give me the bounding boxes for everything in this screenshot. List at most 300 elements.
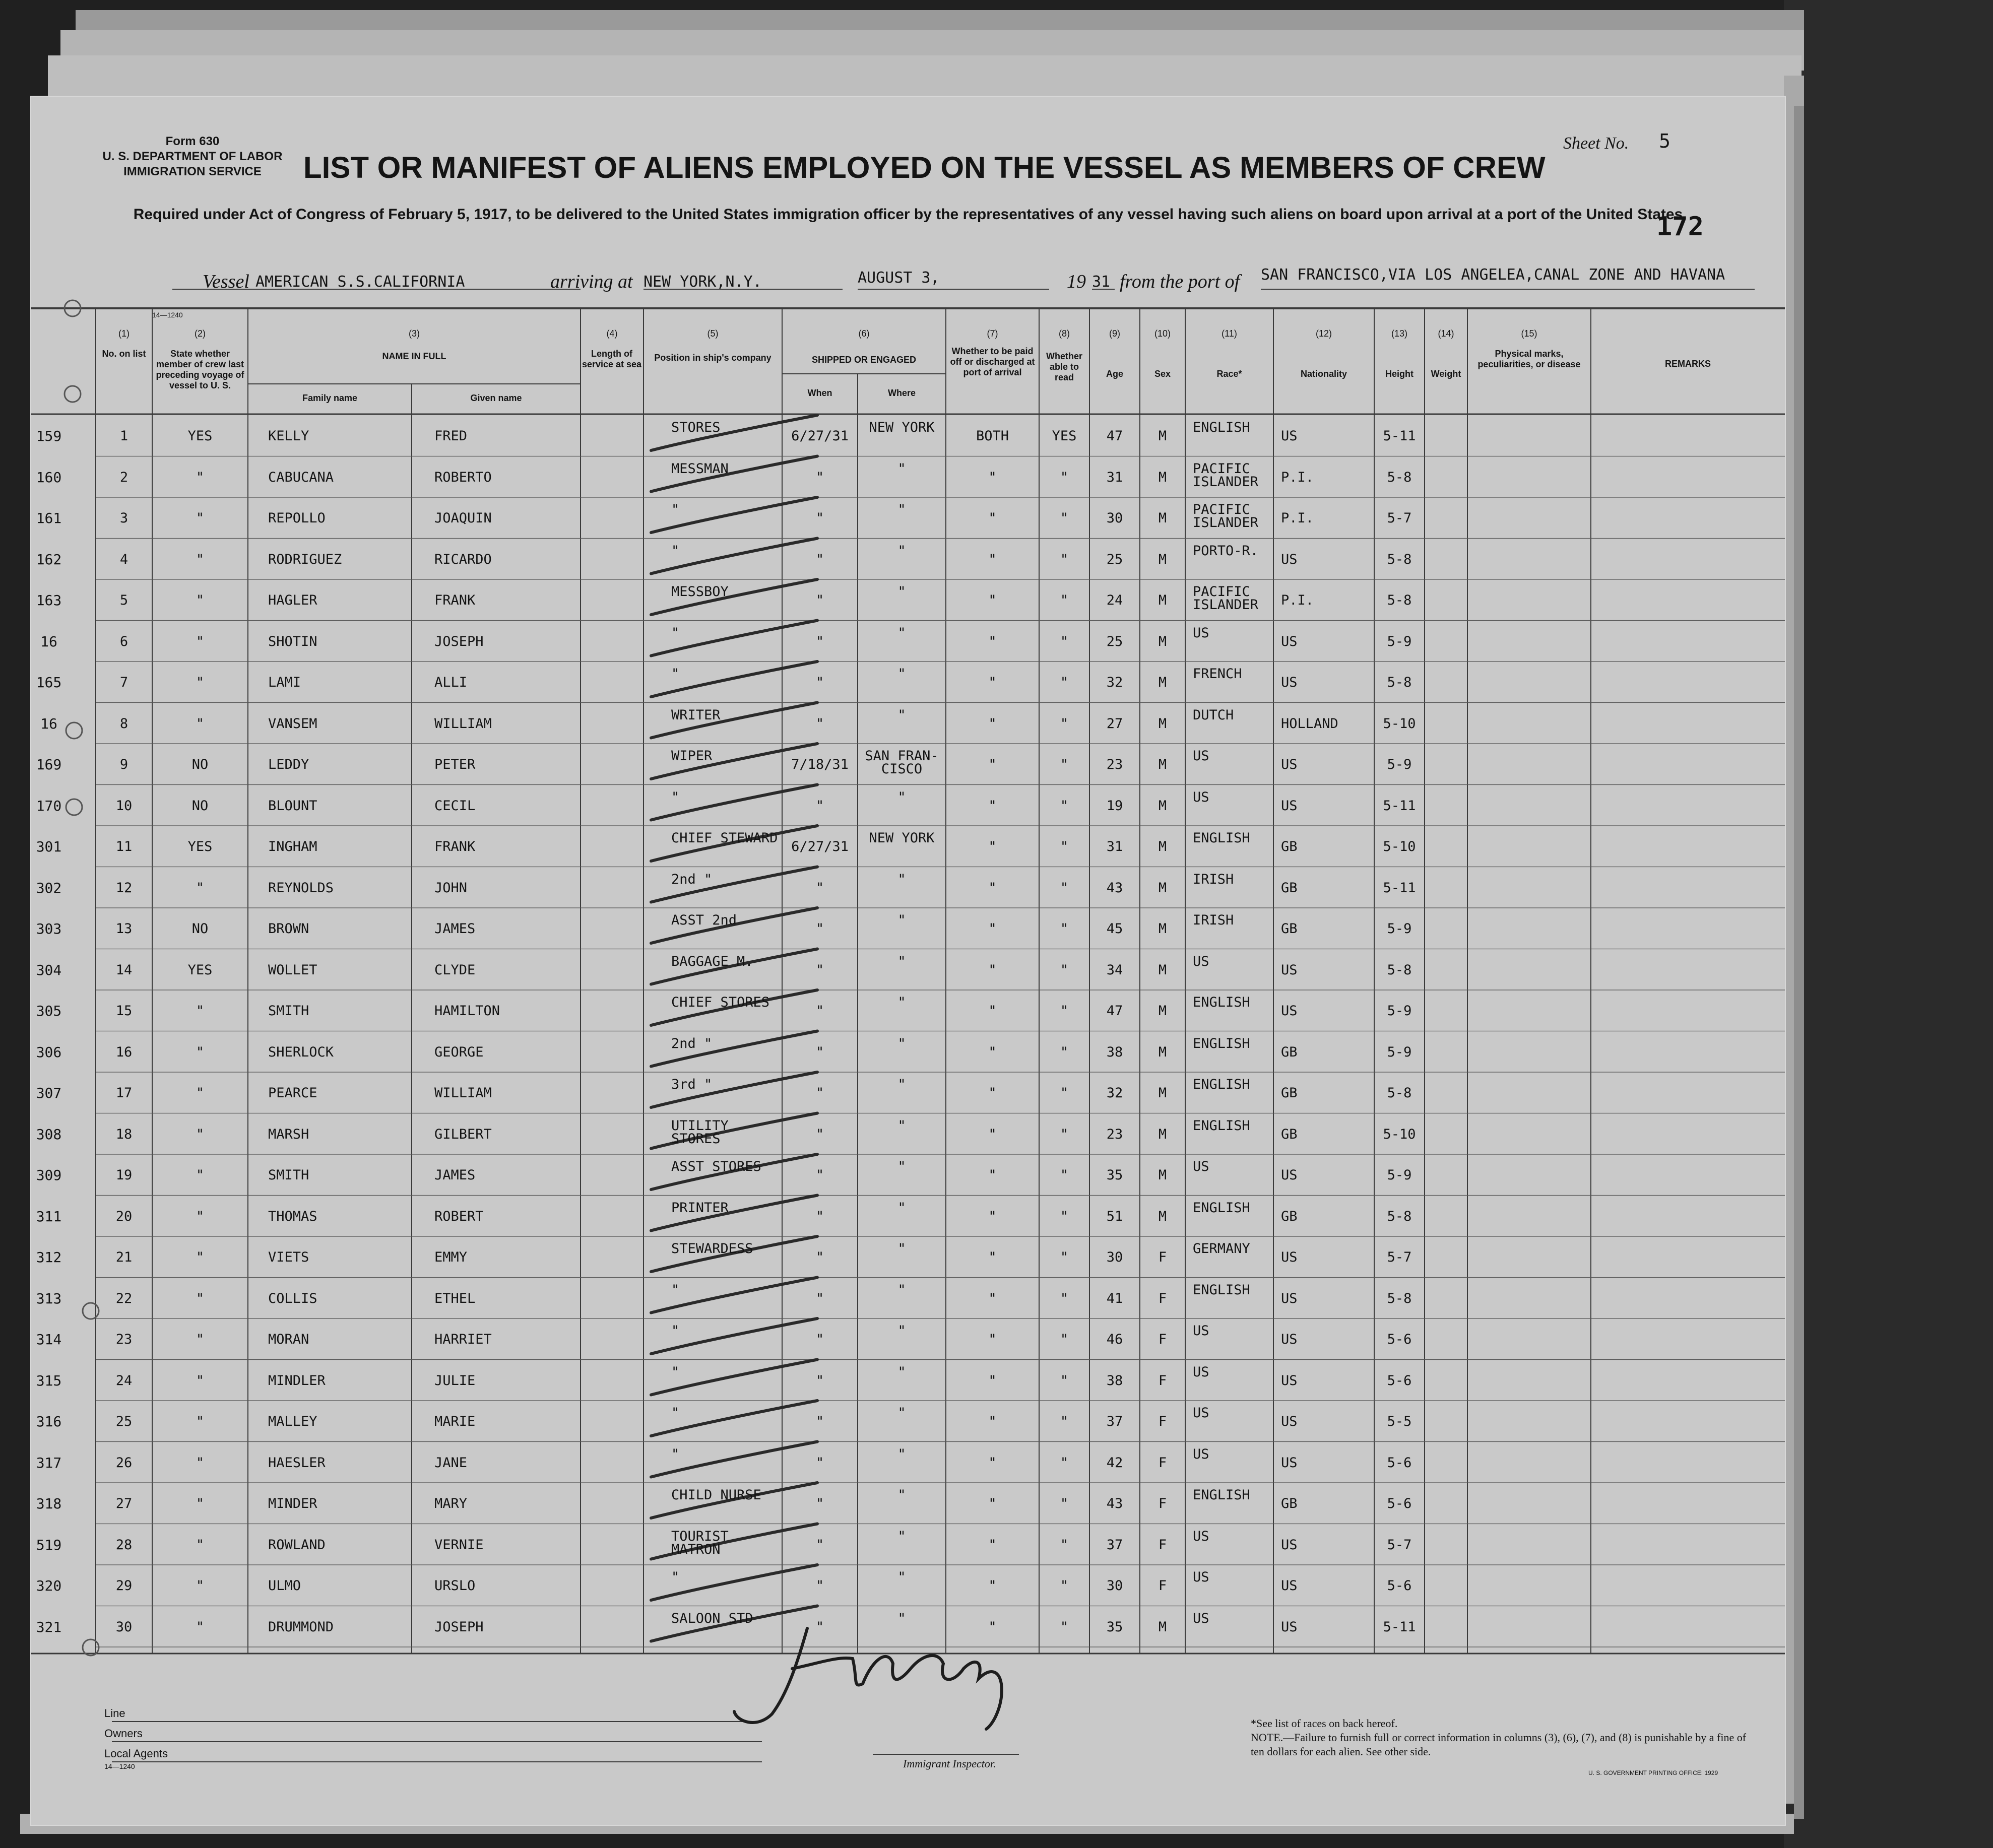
row-position: SALOON STD [671, 1610, 753, 1626]
row-sex: F [1158, 1496, 1167, 1511]
row-race: FRENCH [1193, 666, 1242, 682]
row-sex: M [1158, 921, 1167, 937]
row-list-number: 28 [115, 1537, 133, 1553]
row-paid-off: " [988, 1208, 997, 1224]
row-previous-voyage: " [196, 1044, 205, 1060]
local-agents-label: Local Agents [104, 1747, 168, 1760]
row-given-name: JOSEPH [434, 633, 484, 649]
row-sex: M [1158, 1003, 1167, 1019]
row-height: 5-9 [1387, 1044, 1412, 1060]
row-list-number: 21 [115, 1249, 133, 1265]
row-given-name: HAMILTON [434, 1003, 500, 1019]
row-age: 43 [1106, 1496, 1123, 1511]
row-paid-off: " [988, 921, 997, 937]
col-head-when: When [807, 388, 832, 398]
row-given-name: MARIE [434, 1414, 476, 1429]
col-head-shipped: SHIPPED OR ENGAGED [811, 355, 917, 365]
row-position: " [671, 1282, 680, 1298]
row-given-name: JANE [434, 1455, 468, 1471]
row-paid-off: " [988, 551, 997, 567]
row-paid-off: " [988, 798, 997, 814]
row-paid-off: " [988, 1619, 997, 1635]
row-paid-off: " [988, 880, 997, 896]
row-height: 5-10 [1383, 1126, 1416, 1142]
row-nationality: GB [1281, 1496, 1298, 1511]
row-race: US [1193, 1364, 1209, 1380]
row-nationality: US [1281, 633, 1298, 649]
row-family-name: ROWLAND [268, 1537, 326, 1553]
row-family-name: WOLLET [268, 962, 317, 978]
row-previous-voyage: NO [191, 921, 209, 937]
row-position: " [671, 1323, 680, 1339]
row-position: " [671, 789, 680, 805]
row-shipped-where: " [897, 1528, 906, 1544]
row-race: US [1193, 1159, 1209, 1174]
row-given-name: FRANK [434, 839, 476, 854]
row-sex: M [1158, 551, 1167, 567]
row-race: IRISH [1193, 871, 1234, 887]
row-previous-voyage: " [196, 1455, 205, 1471]
row-family-name: LEDDY [268, 757, 309, 772]
row-ref-number: 314 [36, 1331, 62, 1348]
row-position: ASST 2nd [671, 912, 737, 928]
row-age: 46 [1106, 1332, 1123, 1347]
row-sex: M [1158, 675, 1167, 690]
arrival-year: 31 [1092, 273, 1111, 291]
row-list-number: 22 [115, 1290, 133, 1306]
row-family-name: SHOTIN [268, 633, 317, 649]
row-list-number: 4 [119, 551, 128, 567]
row-previous-voyage: " [196, 675, 205, 690]
row-race: US [1193, 953, 1209, 969]
row-list-number: 9 [119, 757, 128, 772]
row-height: 5-9 [1387, 757, 1412, 772]
arriving-label: arriving at [550, 271, 633, 292]
row-height: 5-9 [1387, 1003, 1412, 1019]
row-shipped-when: " [815, 921, 824, 937]
row-age: 23 [1106, 1126, 1123, 1142]
row-given-name: PETER [434, 757, 476, 772]
row-previous-voyage: " [196, 1085, 205, 1101]
row-position: ASST STORES [671, 1159, 761, 1174]
row-able-to-read: " [1060, 798, 1069, 814]
row-list-number: 2 [119, 469, 128, 485]
row-family-name: SMITH [268, 1167, 309, 1183]
row-able-to-read: " [1060, 1414, 1069, 1429]
row-shipped-when: " [815, 1290, 824, 1306]
row-paid-off: " [988, 592, 997, 608]
row-paid-off: " [988, 1249, 997, 1265]
row-shipped-when: " [815, 1372, 824, 1389]
row-age: 30 [1106, 510, 1123, 526]
row-previous-voyage: " [196, 1537, 205, 1553]
row-given-name: WILLIAM [434, 715, 492, 732]
row-given-name: RICARDO [434, 551, 492, 567]
row-list-number: 20 [115, 1208, 133, 1224]
row-age: 47 [1106, 428, 1123, 444]
print-code: 14—1240 [152, 311, 183, 319]
row-able-to-read: " [1060, 1208, 1069, 1224]
row-list-number: 19 [115, 1167, 133, 1183]
row-previous-voyage: " [196, 1003, 205, 1019]
row-sex: M [1158, 592, 1167, 608]
row-family-name: THOMAS [268, 1208, 317, 1224]
row-nationality: US [1281, 1414, 1298, 1429]
row-shipped-when: " [815, 1496, 824, 1511]
row-shipped-where: " [897, 1405, 906, 1421]
col-num-7: (7) [987, 328, 998, 339]
row-family-name: BROWN [268, 921, 309, 937]
row-previous-voyage: " [196, 1414, 205, 1429]
row-position: STORES [671, 420, 721, 435]
col-num-5: (5) [707, 328, 719, 339]
row-age: 30 [1106, 1578, 1123, 1594]
row-shipped-when: " [815, 880, 824, 896]
row-previous-voyage: " [196, 1126, 205, 1142]
row-list-number: 15 [115, 1003, 133, 1019]
row-nationality: HOLLAND [1281, 715, 1338, 732]
row-able-to-read: " [1060, 469, 1069, 485]
row-nationality: GB [1281, 839, 1298, 854]
row-able-to-read: " [1060, 1003, 1069, 1019]
row-sex: M [1158, 1619, 1167, 1635]
row-shipped-where: " [897, 666, 906, 682]
row-shipped-where: " [897, 460, 906, 477]
row-nationality: GB [1281, 880, 1298, 896]
row-given-name: JAMES [434, 1167, 476, 1183]
row-position: WIPER [671, 748, 713, 764]
row-given-name: JAMES [434, 921, 476, 937]
row-race: ENGLISH [1193, 420, 1250, 435]
row-able-to-read: " [1060, 962, 1069, 978]
row-list-number: 6 [119, 633, 128, 649]
row-height: 5-8 [1387, 962, 1412, 978]
row-previous-voyage: " [196, 1496, 205, 1511]
row-nationality: US [1281, 1003, 1298, 1019]
row-family-name: REPOLLO [268, 510, 326, 526]
row-able-to-read: " [1060, 1372, 1069, 1389]
manifest-title: LIST OR MANIFEST OF ALIENS EMPLOYED ON THE VESSEL AS MEMBERS OF CREW [303, 151, 1546, 184]
row-list-number: 30 [115, 1619, 133, 1635]
row-given-name: VERNIE [434, 1537, 484, 1553]
row-position: " [671, 543, 680, 559]
col-head-name: NAME IN FULL [382, 351, 446, 361]
row-able-to-read: " [1060, 633, 1069, 649]
arrival-date: AUGUST 3, [858, 269, 940, 287]
row-height: 5-9 [1387, 921, 1412, 937]
row-sex: F [1158, 1249, 1167, 1265]
row-previous-voyage: YES [187, 962, 213, 978]
col-num-11: (11) [1221, 328, 1237, 339]
row-shipped-where: " [897, 1487, 906, 1503]
row-race: ENGLISH [1193, 830, 1250, 846]
row-shipped-where: " [897, 707, 906, 723]
row-shipped-where: NEW YORK [869, 830, 935, 846]
row-nationality: US [1281, 798, 1298, 814]
col-head-where: Where [887, 388, 916, 398]
row-given-name: FRANK [434, 592, 476, 608]
row-nationality: GB [1281, 1126, 1298, 1142]
row-height: 5-6 [1387, 1455, 1412, 1471]
row-ref-number: 308 [36, 1126, 62, 1143]
row-paid-off: " [988, 839, 997, 854]
row-ref-number: 301 [36, 838, 62, 855]
row-age: 27 [1106, 715, 1123, 732]
row-shipped-when: " [815, 962, 824, 978]
row-paid-off: " [988, 1044, 997, 1060]
row-ref-number: 317 [36, 1454, 62, 1471]
row-height: 5-11 [1383, 880, 1416, 896]
row-shipped-where: " [897, 1610, 906, 1626]
row-shipped-where: " [897, 502, 906, 517]
row-ref-number: 303 [36, 920, 62, 937]
row-family-name: SMITH [268, 1003, 309, 1019]
col-head-service-length: Length of service at sea [582, 349, 642, 369]
sheet-number-label: Sheet No. [1563, 134, 1629, 153]
col-head-paid-off: Whether to be paid off or discharged at port of arrival [950, 346, 1035, 377]
row-given-name: HARRIET [434, 1332, 492, 1347]
page-number: 172 [1656, 212, 1704, 242]
row-list-number: 25 [115, 1414, 133, 1429]
row-position: CHILD NURSE [671, 1487, 761, 1503]
row-family-name: INGHAM [268, 839, 317, 854]
row-shipped-when: " [815, 633, 824, 649]
row-able-to-read: " [1060, 1537, 1069, 1553]
row-height: 5-9 [1387, 633, 1412, 649]
row-age: 47 [1106, 1003, 1123, 1019]
row-shipped-when: " [815, 1332, 824, 1347]
row-family-name: HAGLER [268, 592, 317, 608]
row-able-to-read: " [1060, 1578, 1069, 1594]
col-head-family-name: Family name [302, 393, 358, 403]
row-shipped-when: " [815, 1208, 824, 1224]
row-age: 51 [1106, 1208, 1123, 1224]
row-ref-number: 306 [36, 1043, 62, 1061]
row-height: 5-8 [1387, 551, 1412, 567]
col-num-15: (15) [1521, 328, 1537, 339]
row-height: 5-8 [1387, 469, 1412, 485]
row-ref-number: 313 [36, 1290, 62, 1307]
col-head-race: Race* [1216, 369, 1242, 379]
row-paid-off: " [988, 1085, 997, 1101]
row-paid-off: " [988, 1290, 997, 1306]
row-previous-voyage: " [196, 592, 205, 608]
row-sex: M [1158, 1044, 1167, 1060]
row-given-name: JOHN [434, 880, 468, 896]
row-race: GERMANY [1193, 1241, 1250, 1257]
row-previous-voyage: " [196, 715, 205, 732]
row-family-name: ULMO [268, 1578, 301, 1594]
row-shipped-where: NEW YORK [869, 420, 935, 435]
row-able-to-read: " [1060, 1455, 1069, 1471]
row-age: 30 [1106, 1249, 1123, 1265]
row-family-name: COLLIS [268, 1290, 317, 1306]
row-height: 5-8 [1387, 1085, 1412, 1101]
row-position: " [671, 502, 680, 517]
row-ref-number: 318 [36, 1495, 62, 1512]
row-sex: F [1158, 1332, 1167, 1347]
row-paid-off: " [988, 675, 997, 690]
row-list-number: 11 [115, 839, 133, 854]
row-previous-voyage: " [196, 1208, 205, 1224]
row-race: ENGLISH [1193, 1117, 1250, 1134]
row-shipped-where: " [897, 1446, 906, 1462]
row-able-to-read: " [1060, 1290, 1069, 1306]
row-ref-number: 160 [36, 469, 62, 486]
row-height: 5-11 [1383, 798, 1416, 814]
row-height: 5-8 [1387, 592, 1412, 608]
row-previous-voyage: " [196, 880, 205, 896]
row-height: 5-8 [1387, 1290, 1412, 1306]
row-given-name: ETHEL [434, 1290, 476, 1306]
row-height: 5-10 [1383, 839, 1416, 854]
row-shipped-where: " [897, 1364, 906, 1380]
row-ref-number: 16 [40, 715, 57, 732]
row-age: 37 [1106, 1414, 1123, 1429]
row-ref-number: 161 [36, 510, 62, 526]
row-ref-number: 307 [36, 1085, 62, 1101]
row-able-to-read: " [1060, 839, 1069, 854]
row-ref-number: 305 [36, 1003, 62, 1019]
row-sex: F [1158, 1290, 1167, 1306]
row-age: 32 [1106, 1085, 1123, 1101]
row-list-number: 16 [115, 1044, 133, 1060]
row-shipped-where: " [897, 584, 906, 600]
col-head-remarks: REMARKS [1664, 359, 1711, 369]
row-ref-number: 320 [36, 1577, 62, 1594]
row-shipped-when: " [815, 1003, 824, 1019]
row-age: 25 [1106, 551, 1123, 567]
row-shipped-when: " [815, 675, 824, 690]
row-position: " [671, 1405, 680, 1421]
row-previous-voyage: " [196, 1249, 205, 1265]
row-sex: M [1158, 1167, 1167, 1183]
row-race: ENGLISH [1193, 1200, 1250, 1216]
col-head-position: Position in ship's company [654, 353, 772, 363]
row-given-name: EMMY [434, 1249, 468, 1265]
row-sex: F [1158, 1372, 1167, 1389]
row-list-number: 17 [115, 1085, 133, 1101]
row-paid-off: " [988, 1537, 997, 1553]
row-shipped-when: " [815, 1126, 824, 1142]
row-race: US [1193, 1323, 1209, 1339]
row-nationality: US [1281, 1372, 1298, 1389]
col-num-1: (1) [118, 328, 130, 339]
row-ref-number: 315 [36, 1372, 62, 1389]
row-paid-off: " [988, 510, 997, 526]
form-number: Form 630 [165, 135, 220, 148]
row-height: 5-5 [1387, 1414, 1412, 1429]
row-previous-voyage: NO [191, 798, 209, 814]
row-paid-off: " [988, 1496, 997, 1511]
row-sex: F [1158, 1414, 1167, 1429]
row-age: 35 [1106, 1619, 1123, 1635]
row-list-number: 8 [119, 715, 128, 732]
row-race: ENGLISH [1193, 1077, 1250, 1092]
row-age: 35 [1106, 1167, 1123, 1183]
col-num-6: (6) [858, 328, 870, 339]
manifest-subtitle: Required under Act of Congress of February 5, 1917, to be delivered to the United States immigration officer by the representatives of any vessel having such aliens on board upon arrival at a port of the United States [133, 206, 1683, 223]
row-paid-off: " [988, 1167, 997, 1183]
row-position: " [671, 1364, 680, 1380]
row-list-number: 14 [115, 962, 133, 978]
row-previous-voyage: " [196, 1167, 205, 1183]
col-head-height: Height [1385, 369, 1413, 379]
row-family-name: MORAN [268, 1332, 309, 1347]
row-paid-off: " [988, 757, 997, 772]
row-paid-off: " [988, 1332, 997, 1347]
row-able-to-read: " [1060, 551, 1069, 567]
row-given-name: GEORGE [434, 1044, 484, 1060]
row-nationality: US [1281, 1537, 1298, 1553]
row-paid-off: " [988, 1126, 997, 1142]
line-label: Line [104, 1707, 125, 1720]
row-height: 5-10 [1383, 715, 1416, 732]
row-race: IRISH [1193, 912, 1234, 928]
row-position: WRITER [671, 707, 721, 723]
row-shipped-when: " [815, 1167, 824, 1183]
row-able-to-read: " [1060, 592, 1069, 608]
row-ref-number: 163 [36, 592, 62, 609]
row-age: 31 [1106, 469, 1123, 485]
row-list-number: 5 [119, 592, 128, 608]
row-nationality: US [1281, 1578, 1298, 1594]
row-given-name: ROBERTO [434, 469, 492, 485]
row-nationality: US [1281, 675, 1298, 690]
row-sex: F [1158, 1537, 1167, 1553]
col-head-previous-voyage: State whether member of crew last preceding voyage of vessel to U. S. [156, 349, 244, 390]
row-sex: M [1158, 428, 1167, 444]
row-age: 31 [1106, 839, 1123, 854]
row-race: PORTO-R. [1193, 543, 1259, 559]
row-race: ENGLISH [1193, 995, 1250, 1010]
row-previous-voyage: " [196, 1578, 205, 1594]
row-family-name: REYNOLDS [268, 880, 334, 896]
row-paid-off: " [988, 715, 997, 732]
row-position: " [671, 625, 680, 641]
row-able-to-read: YES [1052, 428, 1077, 444]
row-age: 38 [1106, 1372, 1123, 1389]
footer-print-code: 14—1240 [104, 1762, 135, 1770]
row-height: 5-8 [1387, 1208, 1412, 1224]
row-previous-voyage: " [196, 1372, 205, 1389]
vessel-label: Vessel [203, 271, 249, 292]
row-position: " [671, 1446, 680, 1462]
row-height: 5-7 [1387, 1537, 1412, 1553]
row-position: BAGGAGE M. [671, 953, 753, 969]
service-name: IMMIGRATION SERVICE [123, 165, 262, 178]
col-head-nationality: Nationality [1300, 369, 1347, 379]
owners-label: Owners [104, 1727, 143, 1740]
col-head-no: No. on list [102, 349, 146, 359]
row-age: 41 [1106, 1290, 1123, 1306]
row-able-to-read: " [1060, 1332, 1069, 1347]
row-nationality: US [1281, 1455, 1298, 1471]
row-family-name: DRUMMOND [268, 1619, 334, 1635]
penalty-note: NOTE.—Failure to furnish full or correct information in columns (3), (6), (7), and (8) is punishable by a fine of ten dollars for each alien. See other side. [1251, 1731, 1747, 1758]
row-list-number: 1 [119, 428, 128, 444]
manifest-sheet [30, 96, 1786, 1826]
row-shipped-where: " [897, 912, 906, 928]
row-paid-off: BOTH [976, 428, 1009, 444]
arrival-port: NEW YORK,N.Y. [644, 273, 762, 291]
row-race: PACIFIC ISLANDER [1193, 502, 1259, 531]
row-nationality: P.I. [1281, 510, 1314, 526]
row-nationality: P.I. [1281, 469, 1314, 485]
row-race: PACIFIC ISLANDER [1193, 460, 1259, 490]
row-sex: M [1158, 757, 1167, 772]
row-family-name: LAMI [268, 675, 301, 690]
